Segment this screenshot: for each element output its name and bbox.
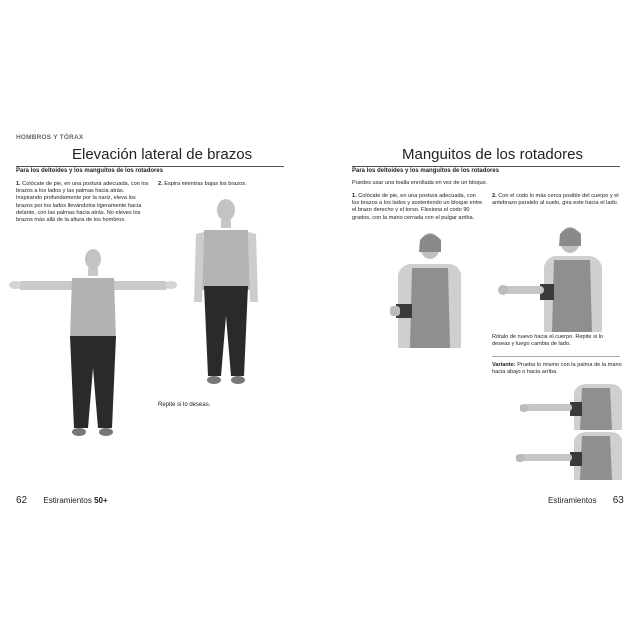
photo-variant-1 [520, 384, 622, 430]
photo-variant-2 [516, 432, 622, 480]
variant-label: Variante: [492, 362, 516, 368]
footer-book-title: Estiramientos [43, 496, 92, 505]
step-2-body-right: Con el codo lo más cerca posible del cuerpo y el antebrazo paralelo al suelo, gira este hacia el lado. [492, 193, 619, 207]
photo-step-2 [498, 224, 604, 332]
figure-arms-raised [4, 248, 182, 448]
divider [492, 356, 620, 357]
step-2-body: Espira mientras bajas los brazos. [164, 181, 247, 187]
step-1-body-right: Colócate de pie, en una postura adecuada, con los brazos a los lados y sosteniendo un bloque entre el brazo derecho y el torso. Flexiona el codo 90 grados, con la mano cerrada con el pulgar arriba. [352, 193, 483, 221]
page-title: Elevación lateral de brazos [72, 146, 253, 163]
rotate-note: Rótalo de nuevo hacia el cuerpo. Repite si lo deseas y luego cambia de lado. [492, 334, 604, 348]
footer-book-title-right: Estiramientos [548, 496, 597, 505]
right-footer [548, 495, 624, 506]
step-2-text-right [492, 193, 620, 207]
footer-book-suffix: 50+ [94, 496, 108, 505]
step-1-text [16, 181, 150, 224]
step-1-number: 1. [16, 181, 21, 187]
step-2-number: 2. [158, 181, 163, 187]
repeat-note: Repite si lo deseas. [158, 402, 211, 408]
variant-body: Prueba lo mismo con la palma de la mano hacia abajo o hacia arriba. [492, 362, 622, 376]
step-2-text [158, 181, 288, 188]
page-title-right: Manguitos de los rotadores [402, 146, 583, 163]
section-tag: HOMBROS Y TÓRAX [16, 134, 84, 141]
step-1-text-right [352, 193, 484, 222]
left-footer [16, 495, 108, 506]
right-page [352, 130, 622, 520]
step-1-body: Colócate de pie, en una postura adecuada, con los brazos a los lados y las palmas hacia atrás. Inspirando profundamente por la nariz, eleva los brazos por los lados llevándolos ligeramente hacia delante, con las palmas hacia atrás. No eleves los brazos más allá de la altura de los hombros. [16, 181, 149, 224]
title-rule [16, 166, 284, 167]
step-1-number-right: 1. [352, 193, 357, 199]
subhead-right: Para los deltoides y los manguitos de los rotadores [352, 168, 500, 174]
step-2-number-right: 2. [492, 193, 497, 199]
title-rule-right [352, 166, 620, 167]
variant-text [492, 362, 622, 376]
left-page [16, 130, 294, 520]
photo-step-1 [388, 230, 468, 348]
subhead: Para los deltoides y los manguitos de los rotadores [16, 168, 164, 174]
page-number-right: 63 [612, 495, 624, 506]
page-number-left: 62 [16, 495, 28, 506]
intro-note: Puedes usar una toalla enrollada en vez de un bloque. [352, 180, 488, 186]
figure-arms-down [184, 198, 268, 390]
